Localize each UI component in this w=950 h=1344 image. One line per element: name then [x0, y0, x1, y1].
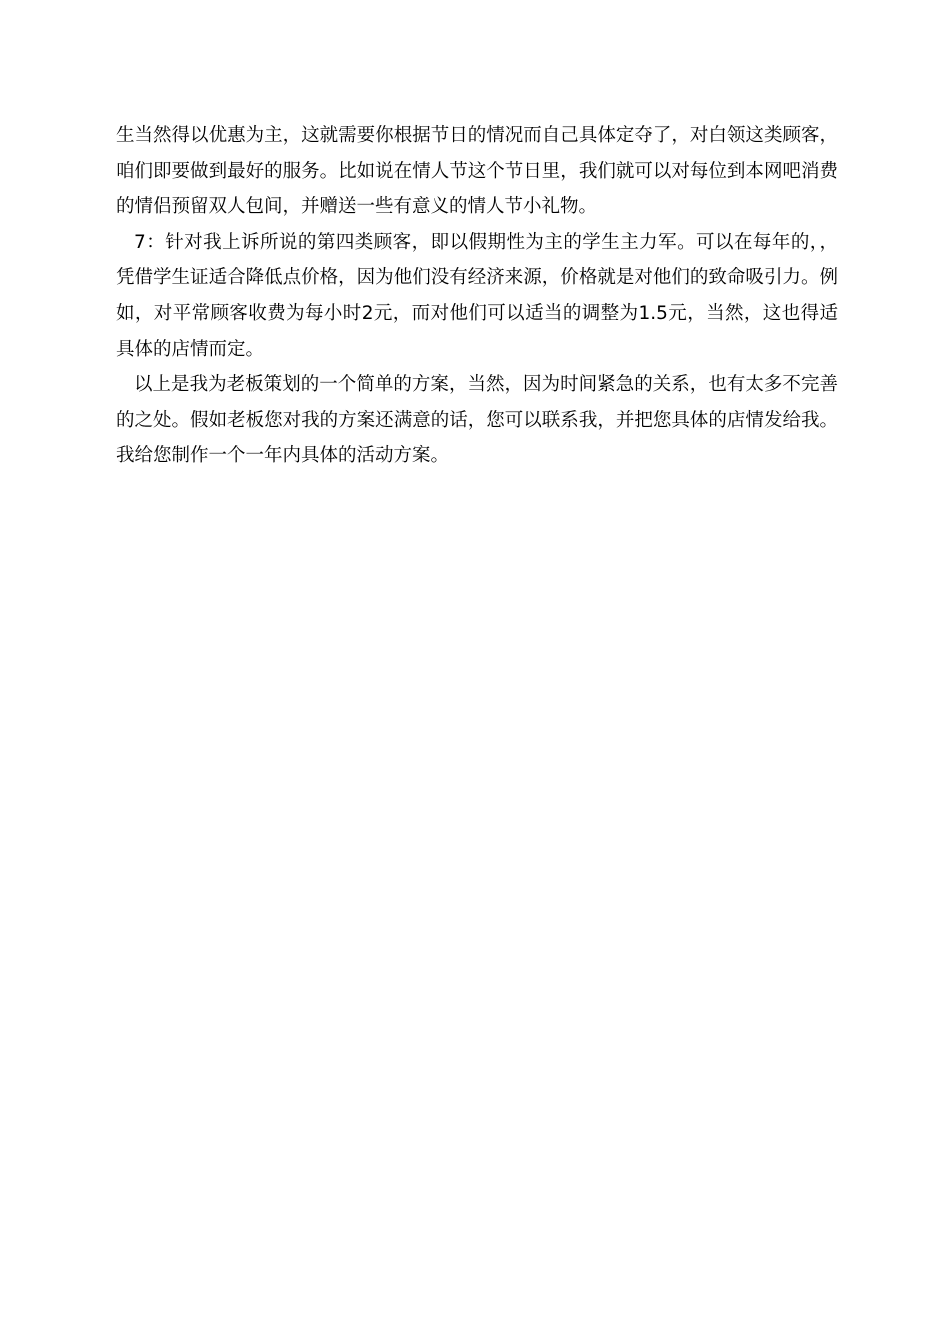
- paragraph-item-7: 7：针对我上诉所说的第四类顾客，即以假期性为主的学生主力军。可以在每年的，，凭借学生证适合降低点价格，因为他们没有经济来源，价格就是对他们的致命吸引力。例如，对平常顾客收费为每小时2元，而对他们可以适当的调整为1.5元，当然，这也得适具体的店情而定。: [116, 231, 838, 360]
- paragraph-continuation: 生当然得以优惠为主，这就需要你根据节日的情况而自己具体定夺了，对白领这类顾客，咱们即要做到最好的服务。比如说在情人节这个节日里，我们就可以对每位到本网吧消费的情侣预留双人包间，并赠送一些有意义的情人节小礼物。: [116, 125, 838, 218]
- paragraph-conclusion: 以上是我为老板策划的一个简单的方案，当然，因为时间紧急的关系，也有太多不完善的之处。假如老板您对我的方案还满意的话，您可以联系我，并把您具体的店情发给我。我给您制作一个一年内具体的活动方案。: [116, 374, 838, 467]
- document-body: [116, 118, 838, 474]
